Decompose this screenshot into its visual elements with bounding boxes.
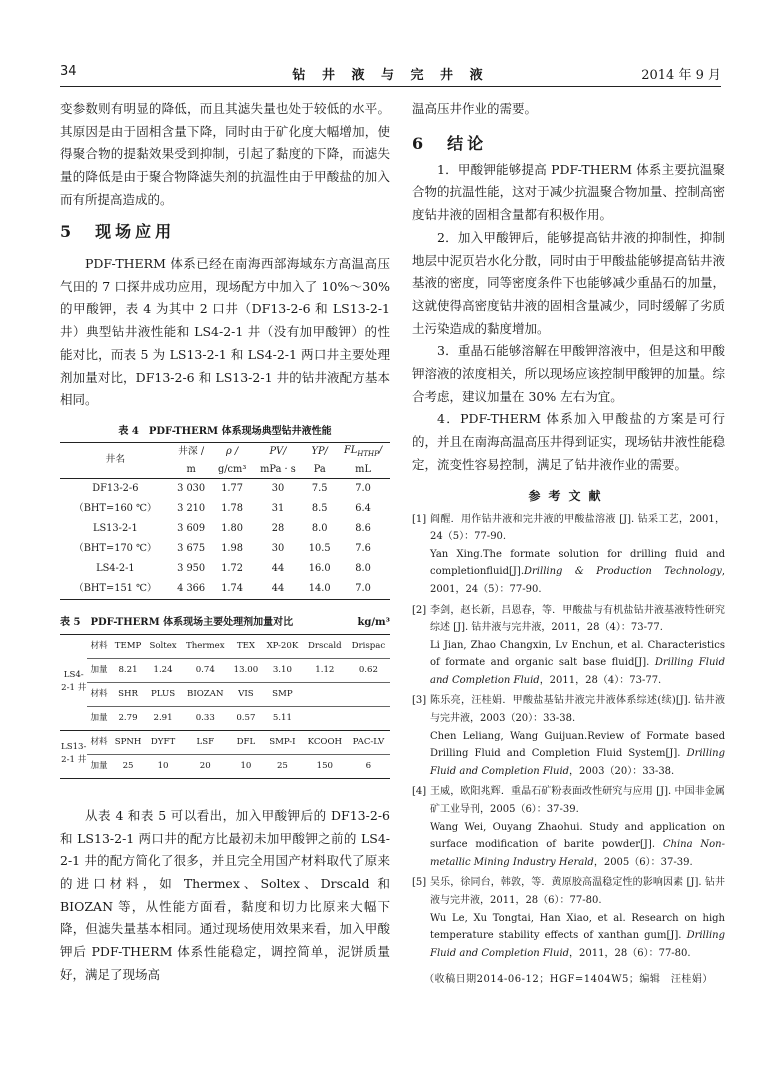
table-cell: BIOZAN	[181, 682, 230, 706]
table-cell: 7.5	[311, 482, 328, 494]
reference-number: [3]	[412, 695, 427, 707]
fl-label: FL	[343, 444, 358, 456]
table-cell: DFL	[230, 730, 262, 754]
reference-item	[412, 783, 725, 871]
table-row	[60, 519, 390, 539]
unit-yp: Pa	[303, 462, 336, 479]
fl-subscript: HTHP	[357, 449, 379, 458]
well-name: DF13-2-6	[92, 482, 139, 494]
table-cell: 7.0	[355, 482, 371, 494]
running-header	[60, 64, 721, 87]
reference-en-text: Yan Xing.The formate solution for drilling fluid and completionfluid[J].	[430, 548, 725, 578]
table-cell: 44	[271, 582, 285, 594]
reference-en	[430, 546, 725, 599]
table-cell: TEX	[236, 640, 255, 651]
table-cell: SHR	[111, 682, 146, 706]
paragraph-continued: 变参数则有明显的降低，而且其滤失量也处于较低的水平。其原因是由于固相含量下降，同时由于矿化度大幅增加，使得聚合物的提黏效果受到抑制，引起了黏度的下降，而滤失量的降低是由于聚合物降滤失剂的抗温性由于甲酸盐的加入而有所提高造成的。	[60, 101, 390, 207]
reference-en-text: Wang Wei, Ouyang Zhaohui. Study and application on surface modification of barite powder[J].	[430, 821, 725, 851]
table-cell: KCOOH	[303, 730, 347, 754]
table-cell: 16.0	[308, 562, 331, 574]
reference-en-journal: China Non-metallic Mining Industry Herald	[430, 839, 725, 868]
well-name: LS4-2-1	[96, 562, 135, 574]
table-5-caption-row	[60, 612, 390, 634]
table-cell: 0.57	[230, 706, 262, 730]
row-key: 材料	[87, 730, 110, 754]
table-cell: 0.62	[347, 658, 390, 682]
fl-slash: /	[378, 444, 383, 456]
unit-pv: mPa · s	[253, 462, 304, 479]
reference-en	[430, 910, 725, 963]
table-cell: Drispac	[351, 640, 386, 651]
well-name: LS13-2-1	[92, 522, 138, 534]
reference-en-text: Li Jian, Zhao Changxin, Lv Enchun, et al. Characteristics of formate and organic salt base fluid[J].	[430, 639, 725, 669]
table-cell: 1.24	[145, 658, 180, 682]
row-key: 材料	[90, 640, 108, 651]
table-cell	[347, 682, 390, 706]
table-5-unit: kg/m³	[357, 616, 390, 628]
col-depth: 井深 /	[178, 446, 205, 458]
conclusion-item: 3．重晶石能够溶解在甲酸钾溶液中，但是这和甲酸钾溶液的浓度相关，所以现场应该控制甲酸钾的加量。综合考虑，建议加量在 30% 左右为宜。	[412, 343, 725, 404]
reference-en-text: Wu Le, Xu Tongtai, Han Xiao, et al. Research on high temperature stability effects of xanthan gum[J].	[430, 912, 725, 942]
table-cell: TEMP	[114, 640, 142, 651]
table-cell: 10.5	[308, 542, 331, 554]
conclusion-item: 4．PDF-THERM 体系加入甲酸盐的方案是可行的，并且在南海高温高压井得到证实，现场钻井液性能稳定，流变性容易控制，满足了钻井液作业的需要。	[412, 411, 725, 472]
table-cell: 7.0	[355, 582, 371, 594]
reference-cn: 李剑，赵长新，吕恩春，等．甲酸盐与有机盐钻井液基液特性研究综述 [J]. 钻井液与完井液，2011，28（4）：73-77.	[430, 604, 725, 634]
reference-en-tail: , 2001，24（5）：77-90.	[430, 566, 725, 595]
table-row	[60, 539, 390, 559]
journal-title: 钻 井 液 与 完 井 液	[292, 68, 489, 83]
unit-fl: mL	[336, 462, 390, 479]
table-cell: 4 366	[177, 582, 206, 594]
table-cell: PLUS	[145, 682, 180, 706]
table-cell: 10	[145, 754, 180, 778]
received-date-note: （收稿日期2014-06-12；HGF=1404W5；编辑 汪桂娟）	[424, 974, 713, 986]
table-cell: 1.80	[221, 522, 244, 534]
table-cell: Drscald	[308, 640, 342, 651]
references-heading: 参考文献	[528, 488, 609, 503]
reference-en-journal: Drilling Fluid and Completion Fluid	[430, 657, 725, 686]
row-key: 加量	[87, 658, 110, 682]
table-cell: 7.6	[355, 542, 371, 554]
table-4	[60, 442, 390, 600]
table-cell: 28	[271, 522, 285, 534]
reference-cn: 吴乐，徐同台，韩敦，等．黄原胶高温稳定性的影响因素 [J]. 钻井液与完井液，2011，28（6）：77-80.	[430, 877, 725, 907]
table-cell: 1.77	[221, 482, 244, 494]
col-yp: YP/	[311, 446, 328, 458]
reference-en-text: Chen Leliang, Wang Guijuan.Review of Formate based Drilling Fluid and Completion Fluid System[J].	[430, 730, 725, 760]
reference-number: [4]	[412, 786, 427, 798]
table-cell: 8.0	[355, 562, 371, 574]
table-cell: 3 675	[177, 542, 206, 554]
table-cell: 30	[271, 542, 285, 554]
row-key: 加量	[87, 754, 110, 778]
col-fl	[336, 442, 390, 461]
table-cell: 2.79	[111, 706, 146, 730]
col-density: ρ /	[226, 446, 239, 458]
reference-en-tail: ，2011，28（4）：73-77.	[539, 674, 662, 686]
table-cell: 1.74	[221, 582, 244, 594]
table-row	[60, 730, 390, 754]
table-5	[60, 634, 390, 779]
table-cell: 20	[181, 754, 230, 778]
reference-en-journal: Drilling Fluid and Completion Fluid	[430, 930, 725, 959]
table-cell: 150	[303, 754, 347, 778]
row-key: 加量	[87, 706, 110, 730]
reference-en	[430, 819, 725, 872]
reference-en-tail: ，2003（20）：33-38.	[569, 765, 675, 777]
table-cell: 25	[262, 754, 303, 778]
reference-number: [2]	[412, 604, 427, 616]
table-cell: 0.74	[181, 658, 230, 682]
conclusion-item: 2．加入甲酸钾后，能够提高钻井液的抑制性，抑制地层中泥页岩水化分散，同时由于甲酸盐能够提高钻井液基液的密度，同等密度条件下也能够减少重晶石的加量，这就使得高密度钻井液的固相含量减少，同时缓解了劣质土污染造成的黏度增加。	[412, 229, 725, 336]
table-cell: PAC-LV	[347, 730, 390, 754]
table-cell: 31	[271, 502, 285, 514]
table-cell: SMP-I	[262, 730, 303, 754]
reference-en-tail: ，2011，28（6）：77-80.	[569, 947, 691, 959]
section-6-heading: 6 结论	[412, 133, 488, 153]
table-cell	[303, 706, 347, 730]
table-cell	[347, 706, 390, 730]
table-cell: 1.78	[221, 502, 244, 514]
issue-date: 2014 年 9 月	[641, 68, 721, 83]
table-5-caption: 表 5 PDF-THERM 体系现场主要处理剂加量对比	[60, 616, 294, 628]
table-cell: 3 210	[177, 502, 206, 514]
unit-depth: m	[171, 462, 212, 479]
table-cell: 8.5	[311, 502, 328, 514]
left-column	[60, 98, 390, 987]
table-row	[60, 634, 390, 658]
table-row	[60, 478, 390, 499]
table-cell: LSF	[181, 730, 230, 754]
well-label: LS4-2-1 井	[61, 670, 87, 694]
paragraph-continued-right: 温高压井作业的需要。	[412, 101, 538, 116]
reference-en	[430, 728, 725, 781]
table-row	[60, 499, 390, 519]
table-cell: 6.4	[355, 502, 371, 514]
table-cell: 1.72	[221, 562, 244, 574]
table-cell: 3.10	[262, 658, 303, 682]
reference-en	[430, 637, 725, 690]
table-cell: 30	[271, 482, 285, 494]
table-row	[60, 658, 390, 682]
table-cell: 8.21	[111, 658, 146, 682]
table-cell: 44	[271, 562, 285, 574]
references-list	[412, 511, 725, 963]
reference-cn: 阎醒．用作钻井液和完井液的甲酸盐溶液 [J]. 钻采工艺，2001，24（5）：77-90.	[430, 513, 725, 543]
table-cell: 8.6	[355, 522, 371, 534]
table-cell: 3 950	[177, 562, 206, 574]
reference-en-journal: Drilling & Production Technology	[524, 566, 722, 578]
table-row	[60, 559, 390, 579]
table-row	[60, 579, 390, 600]
page-number: 34	[60, 64, 77, 79]
table-cell: 8.0	[311, 522, 328, 534]
right-column	[412, 98, 725, 985]
reference-item	[412, 874, 725, 962]
col-pv: PV/	[269, 446, 287, 458]
table-cell: VIS	[230, 682, 262, 706]
table-cell: SPNH	[111, 730, 146, 754]
table-cell: Soltex	[149, 640, 177, 651]
well-bht: （BHT=151 ℃）	[73, 582, 157, 594]
col-well: 井名	[60, 442, 171, 478]
reference-number: [5]	[412, 877, 427, 889]
table-cell: SMP	[262, 682, 303, 706]
table-cell: 14.0	[308, 582, 331, 594]
table-cell: 2.91	[145, 706, 180, 730]
table-cell: 1.12	[303, 658, 347, 682]
section-5-heading: 5 现场应用	[60, 222, 176, 241]
table-cell: 5.11	[262, 706, 303, 730]
table-row	[60, 706, 390, 730]
row-key: 材料	[87, 682, 110, 706]
conclusions-list	[412, 159, 725, 477]
table-cell: 1.98	[221, 542, 244, 554]
reference-en-journal: Drilling Fluid and Completion Fluid	[430, 748, 725, 777]
table-cell: 10	[230, 754, 262, 778]
reference-item	[412, 602, 725, 690]
table-cell: 13.00	[230, 658, 262, 682]
table-cell: Thermex	[186, 640, 225, 651]
table-row	[60, 754, 390, 778]
unit-density: g/cm³	[212, 462, 253, 479]
table-cell: 3 030	[177, 482, 206, 494]
table-row	[60, 682, 390, 706]
reference-item	[412, 511, 725, 599]
table-cell: 3 609	[177, 522, 206, 534]
reference-number: [1]	[412, 513, 427, 525]
reference-item	[412, 692, 725, 780]
reference-en-tail: ，2005（6）：37-39.	[593, 856, 693, 868]
field-application-paragraph: PDF-THERM 体系已经在南海西部海域东方高温高压气田的 7 口探井成功应用，现场配方中加入了 10%～30% 的甲酸钾，表 4 为其中 2 口井（DF13-2-6 和 LS13-2-1 井）典型钻井液性能和 LS4-2-1 井（没有加甲酸钾）的性能对比，而表 5 为 LS13-2-1 和 LS4-2-1 两口井主要处理剂加量对比，DF13-2-6 和 LS13-2-1 井的钻井液配方基本相同。	[60, 256, 390, 408]
reference-cn: 王威，欧阳兆辉．重晶石矿粉表面改性研究与应用 [J]. 中国非金属矿工业导刊，2005（6）：37-39.	[430, 786, 725, 816]
comparison-paragraph: 从表 4 和表 5 可以看出，加入甲酸钾后的 DF13-2-6 和 LS13-2-1 两口井的配方比最初未加甲酸钾之前的 LS4-2-1 井的配方简化了很多，并且完全用国产材料取代了原来的进口材料，如 Thermex、Soltex、Drscald 和 BIOZAN 等，从性能方面看，黏度和切力比原来大幅下降，但滤失量基本相同。通过现场使用效果来看，加入甲酸钾后 PDF-THERM 体系性能稳定，调控简单，泥饼质量好，满足了现场高	[60, 807, 390, 982]
well-bht: （BHT=160 ℃）	[73, 502, 157, 514]
table-cell: 6	[347, 754, 390, 778]
well-bht: （BHT=170 ℃）	[73, 542, 157, 554]
well-label: LS13-2-1 井	[60, 730, 87, 778]
table-cell	[303, 682, 347, 706]
table-cell: 0.33	[181, 706, 230, 730]
reference-cn: 陈乐亮，汪桂娟．甲酸盐基钻井液完井液体系综述(续)[J]. 钻井液与完井液，2003（20）：33-38.	[430, 695, 725, 725]
table-cell: 25	[111, 754, 146, 778]
table-4-caption: 表 4 PDF-THERM 体系现场典型钻井液性能	[118, 425, 332, 437]
table-cell: XP-20K	[266, 640, 299, 651]
table-cell: DYFT	[145, 730, 180, 754]
conclusion-item: 1．甲酸钾能够提高 PDF-THERM 体系主要抗温聚合物的抗温性能，这对于减少抗温聚合物加量、控制高密度钻井液的固相含量都有积极作用。	[412, 161, 725, 223]
